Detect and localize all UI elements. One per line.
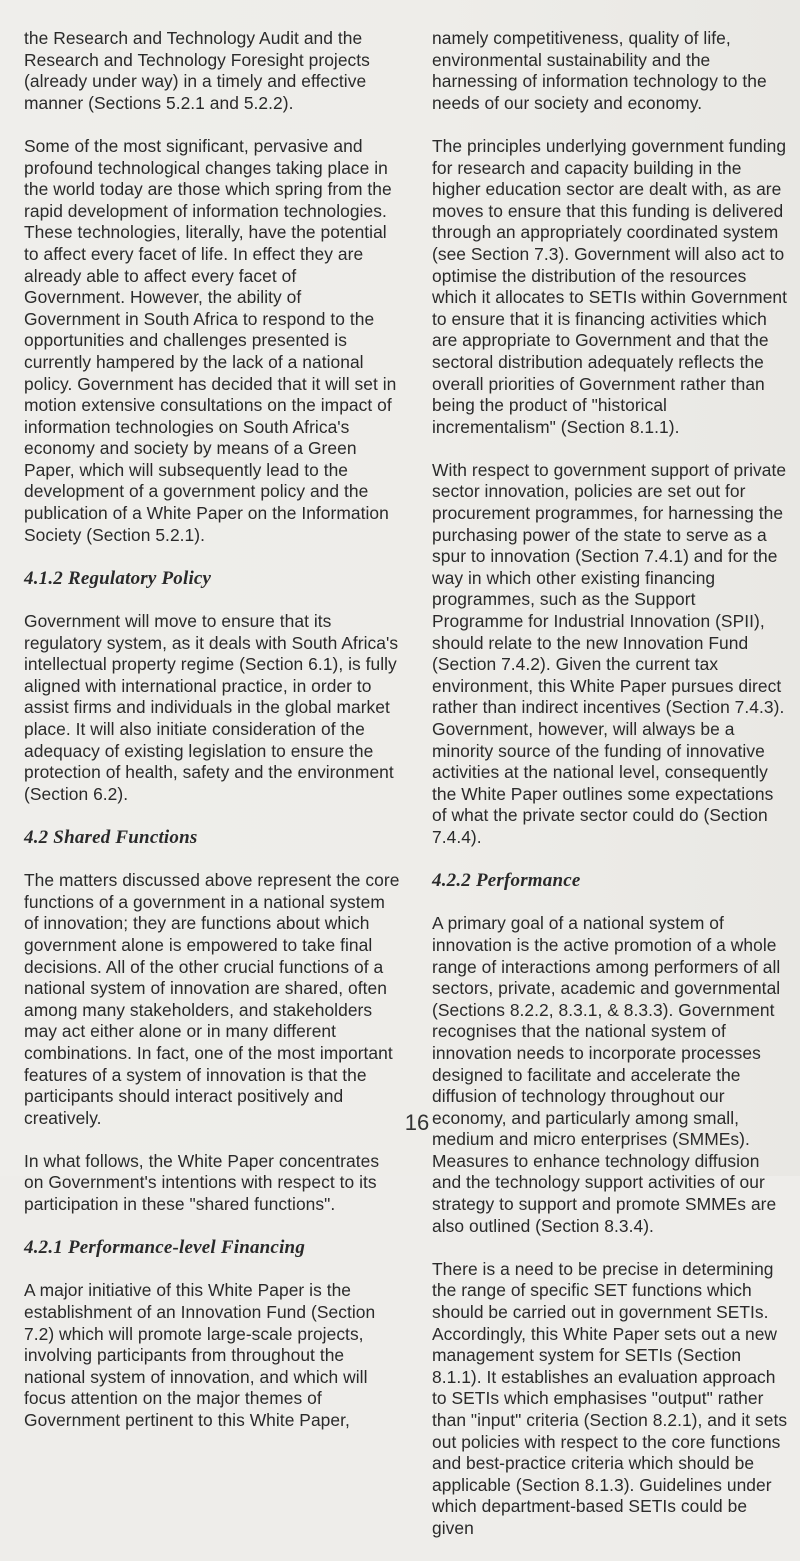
heading-regulatory-policy: 4.1.2 Regulatory Policy bbox=[24, 567, 212, 589]
paragraph-funding-principles: The principles underlying government funding for research and capacity building in the higher education sector are dealt with, as are moves to ensure that this funding is delivered through an appropriately coordinated system (see Section 7.3). Government will also act to optimise the distribution of the resources which it allocates to SETIs within Government to ensure that it is financing activities which are appropriate to Government and that the sectoral distribution adequately reflects the overall priorities of Government rather than being the product of "historical incrementalism" (Section 8.1.1). bbox=[432, 135, 788, 437]
paragraph-innovation-fund: A major initiative of this White Paper is the establishment of an Innovation Fund (Section 7.2) which will promote large-scale projects, involving participants from throughout the national system of innovation, and which will focus attention on the major themes of Government pertinent to this White Paper, bbox=[24, 1280, 376, 1430]
heading-performance: 4.2.2 Performance bbox=[432, 870, 581, 892]
heading-performance-level-financing: 4.2.1 Performance-level Financing bbox=[24, 1237, 306, 1259]
paragraph-shared-functions: The matters discussed above represent the core functions of a government in a national system of innovation; they are functions about which government alone is empowered to take final decisions. All of the other crucial functions of a national system of innovation are shared, often among many stakeholders, and stakeholders may act either alone or in many different combinations. In fact, one of the most important features of a system of innovation is that the participants should interact positively and creatively. bbox=[24, 870, 400, 1128]
heading-shared-functions: 4.2 Shared Functions bbox=[24, 826, 198, 848]
paragraph-performance: A primary goal of a national system of innovation is the active promotion of a whole range of interactions among performers of all sectors, private, academic and governmental (Sections 8.2.2, 8.3.1, & 8.3.3). Government recognises that the national system of innovation needs to incorporate processes designed to facilitate and accelerate the diffusion of technology throughout our economy, and particularly among small, medium and micro enterprises (SMMEs). Measures to enhance technology diffusion and the technology support activities of our strategy to support and promote SMMEs are also outlined (Section 8.3.4). bbox=[432, 913, 781, 1236]
page-number: 16 bbox=[404, 1110, 430, 1135]
paragraph-seti-management: There is a need to be precise in determining the range of specific SET functions which should be carried out in government SETIs. Accordingly, this White Paper sets out a new management system for SETIs (Section 8.1.1). It establishes an evaluation approach to SETIs which emphasises "output" rather than "input" criteria (Section 8.2.1), and it sets out policies with respect to the core functions and best-practice criteria which should be applicable (Section 8.1.3). Guidelines under which department-based SETIs could be given bbox=[432, 1258, 788, 1538]
paragraph-white-paper-intentions: In what follows, the White Paper concentrates on Government's intentions with respect to its participation in these "shared functions". bbox=[24, 1150, 380, 1215]
paragraph-private-sector-innovation: With respect to government support of private sector innovation, policies are set out for procurement programmes, for harnessing the purchasing power of the state to serve as a spur to innovation (Section 7.4.1) and for the way in which other existing financing programmes, such as the Support Programme for Industrial Innovation (SPII), should relate to the new Innovation Fund (Section 7.4.2). Given the current tax environment, this White Paper pursues direct rather than indirect incentives (Section 7.4.3). Government, however, will always be a minority source of the funding of innovative activities at the national level, consequently the White Paper outlines some expectations of what the private sector could do (Section 7.4.4). bbox=[432, 459, 787, 847]
paragraph-research-audit: the Research and Technology Audit and the Research and Technology Foresight projects (already under way) in a timely and effective manner (Sections 5.2.1 and 5.2.2). bbox=[24, 28, 370, 113]
left-column bbox=[24, 28, 402, 1453]
paragraph-major-themes: namely competitiveness, quality of life, environmental sustainability and the harnessing of information technology to the needs of our society and economy. bbox=[432, 28, 767, 113]
paragraph-regulatory-policy: Government will move to ensure that its regulatory system, as it deals with South Africa's intellectual property regime (Section 6.1), is fully aligned with international practice, in order to assist firms and individuals in the global market place. It will also initiate consideration of the adequacy of existing legislation to ensure the protection of health, safety and the environment (Section 6.2). bbox=[24, 611, 399, 804]
paragraph-information-technologies: Some of the most significant, pervasive and profound technological changes taking place in the world today are those which spring from the rapid development of information technologies. These technologies, literally, have the potential to affect every facet of life. In effect they are already able to affect every facet of Government. However, the ability of Government in South Africa to respond to the opportunities and challenges presented is currently hampered by the lack of a national policy. Government has decided that it will set in motion extensive consultations on the impact of information technologies on South Africa's economy and society by means of a Green Paper, which will subsequently lead to the development of a government policy and the publication of a White Paper on the Information Society (Section 5.2.1). bbox=[24, 135, 397, 545]
right-column bbox=[432, 28, 788, 1561]
